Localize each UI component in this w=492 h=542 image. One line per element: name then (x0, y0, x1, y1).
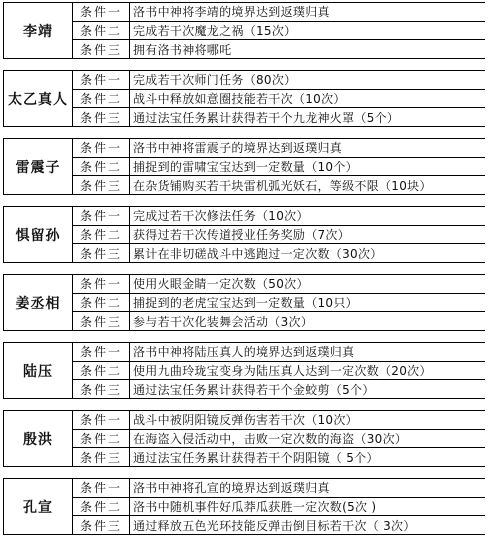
condition-text: 捕捉到的老虎宝宝达到一定数量（10只） (133, 296, 358, 310)
condition-row (73, 90, 485, 109)
condition-text: 通过法宝任务累计获得若干个金蛟剪（5个） (133, 382, 375, 397)
condition-row (73, 430, 485, 449)
condition-text: 参与若干次化装舞会活动（3次） (133, 314, 314, 329)
condition-row (73, 516, 485, 534)
condition-text: 洛书中神将孔宣的境界达到返璞归真 (133, 481, 330, 496)
condition-row (73, 108, 485, 126)
condition-text: 完成过若干次修法任务（10次） (133, 209, 309, 224)
condition-row (73, 244, 485, 262)
character-block (3, 478, 485, 535)
condition-text: 完成若干次魔龙之祸（15次） (133, 24, 297, 38)
condition-label: 条件一 (73, 71, 130, 89)
condition-rows (73, 275, 485, 330)
condition-text: 在杂货铺购买若干块雷机弧光妖石，等级不限（10块） (133, 178, 432, 193)
condition-label: 条件二 (73, 430, 130, 448)
condition-label: 条件二 (73, 294, 130, 312)
character-name: 殷洪 (3, 411, 73, 466)
condition-row (73, 312, 485, 330)
condition-label: 条件二 (73, 226, 130, 244)
condition-row (73, 380, 485, 398)
condition-row (73, 139, 485, 158)
condition-row (73, 176, 485, 194)
character-name: 太乙真人 (3, 71, 73, 126)
condition-rows (73, 139, 485, 194)
condition-label: 条件三 (73, 380, 130, 398)
character-name: 孔宣 (3, 479, 73, 534)
character-name: 惧留孙 (3, 207, 73, 262)
condition-text: 获得过若干次传道授业任务奖励（7次） (133, 228, 351, 242)
condition-text: 战斗中释放如意圈技能若干次（10次） (133, 92, 346, 106)
condition-label: 条件一 (73, 479, 130, 497)
condition-row (73, 158, 485, 177)
character-name: 雷震子 (3, 139, 73, 194)
condition-text: 洛书中神将雷震子的境界达到返璞归真 (133, 141, 343, 156)
condition-label: 条件二 (73, 22, 130, 40)
condition-rows (73, 479, 485, 534)
character-name: 李靖 (3, 3, 73, 58)
condition-rows (73, 207, 485, 262)
condition-text: 通过释放五色光环技能反弹击倒目标若干次（ 3次） (133, 518, 416, 533)
character-block (3, 138, 485, 195)
condition-text: 使用火眼金睛一定次数（50次） (133, 277, 309, 292)
condition-row (73, 40, 485, 58)
condition-row (73, 479, 485, 498)
condition-text: 洛书中神将陆压真人的境界达到返璞归真 (133, 345, 355, 360)
condition-label: 条件三 (73, 312, 130, 330)
condition-row (73, 3, 485, 22)
condition-label: 条件三 (73, 244, 130, 262)
character-block (3, 342, 485, 399)
condition-rows (73, 411, 485, 466)
condition-text: 通过法宝任务累计获得若干个九龙神火罩（5个） (133, 110, 400, 125)
condition-label: 条件二 (73, 158, 130, 176)
condition-label: 条件一 (73, 411, 130, 429)
condition-row (73, 207, 485, 226)
condition-label: 条件三 (73, 516, 130, 534)
condition-text: 拥有洛书神将哪吒 (133, 42, 232, 57)
condition-row (73, 71, 485, 90)
condition-text: 累计在非切磋战斗中逃跑过一定次数（30次） (133, 246, 383, 261)
condition-label: 条件三 (73, 176, 130, 194)
condition-label: 条件一 (73, 3, 130, 21)
character-block (3, 2, 485, 59)
condition-label: 条件三 (73, 448, 130, 466)
character-name: 陆压 (3, 343, 73, 398)
condition-label: 条件一 (73, 275, 130, 293)
condition-label: 条件三 (73, 108, 130, 126)
condition-text: 战斗中被阴阳镜反弹伤害若干次（10次） (133, 413, 358, 428)
condition-text: 完成若干次师门任务（80次） (133, 73, 297, 88)
character-block (3, 410, 485, 467)
condition-text: 使用九曲玲珑宝变身为陆压真人达到一定次数（20次） (133, 364, 432, 378)
condition-row (73, 226, 485, 245)
condition-row (73, 362, 485, 381)
character-block (3, 206, 485, 263)
condition-text: 通过法宝任务累计获得若干个阴阳镜（ 5个） (133, 450, 379, 465)
condition-label: 条件二 (73, 362, 130, 380)
condition-label: 条件二 (73, 498, 130, 516)
condition-row (73, 275, 485, 294)
condition-rows (73, 71, 485, 126)
condition-row (73, 294, 485, 313)
condition-label: 条件一 (73, 207, 130, 225)
condition-row (73, 448, 485, 466)
condition-row (73, 498, 485, 517)
condition-label: 条件三 (73, 40, 130, 58)
condition-text: 洛书中随机事件好瓜莽瓜获胜一定次数(5次 ) (133, 500, 377, 514)
condition-label: 条件一 (73, 139, 130, 157)
condition-text: 在海盗入侵活动中，击败一定次数的海盗（30次） (133, 432, 408, 446)
condition-row (73, 22, 485, 41)
condition-row (73, 411, 485, 430)
character-name: 姜丞相 (3, 275, 73, 330)
character-block (3, 70, 485, 127)
condition-text: 洛书中神将李靖的境界达到返璞归真 (133, 5, 330, 20)
condition-rows (73, 3, 485, 58)
character-block (3, 274, 485, 331)
condition-rows (73, 343, 485, 398)
condition-label: 条件一 (73, 343, 130, 361)
condition-row (73, 343, 485, 362)
condition-text: 捕捉到的雷啸宝宝达到一定数量（10个） (133, 160, 358, 174)
condition-label: 条件二 (73, 90, 130, 108)
